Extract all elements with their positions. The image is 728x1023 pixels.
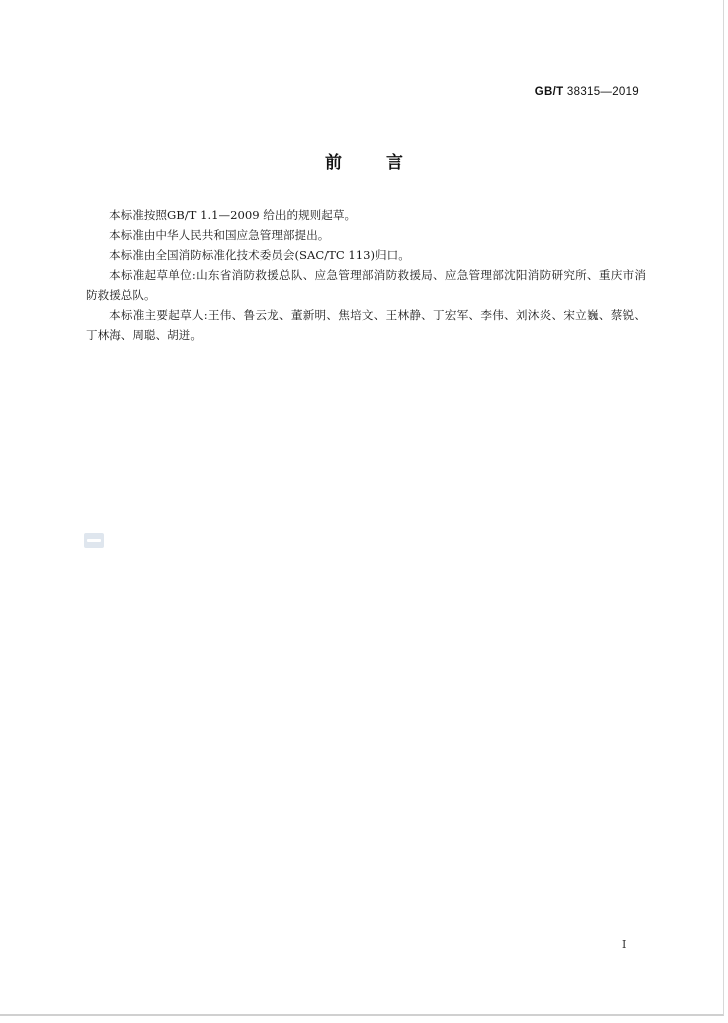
paragraph-proposer: 本标准由中华人民共和国应急管理部提出。 bbox=[109, 228, 330, 242]
standard-year: —2019 bbox=[600, 86, 639, 98]
paragraph-drafting-rules: 本标准按照GB/T 1.1—2009 给出的规则起草。 bbox=[109, 208, 357, 222]
page-number: I bbox=[622, 938, 627, 951]
page-title: 前言 bbox=[325, 153, 447, 173]
standard-prefix: GB/T bbox=[534, 86, 564, 98]
paragraph-jurisdiction: 本标准由全国消防标准化技术委员会(SAC/TC 113)归口。 bbox=[109, 248, 410, 262]
paragraph-drafters: 本标准主要起草人:王伟、鲁云龙、董新明、焦培文、王林静、丁宏军、李伟、刘沐炎、宋立巍、蔡锐、丁林海、周聪、胡迸。 bbox=[86, 308, 646, 342]
paragraph-drafting-units: 本标准起草单位:山东省消防救援总队、应急管理部消防救援局、应急管理部沈阳消防研究所、重庆市消防救援总队。 bbox=[86, 268, 646, 302]
watermark-mark-icon bbox=[84, 533, 104, 548]
foreword-body bbox=[86, 205, 646, 345]
standard-number: 38315 bbox=[566, 86, 601, 98]
standard-code bbox=[535, 86, 639, 98]
